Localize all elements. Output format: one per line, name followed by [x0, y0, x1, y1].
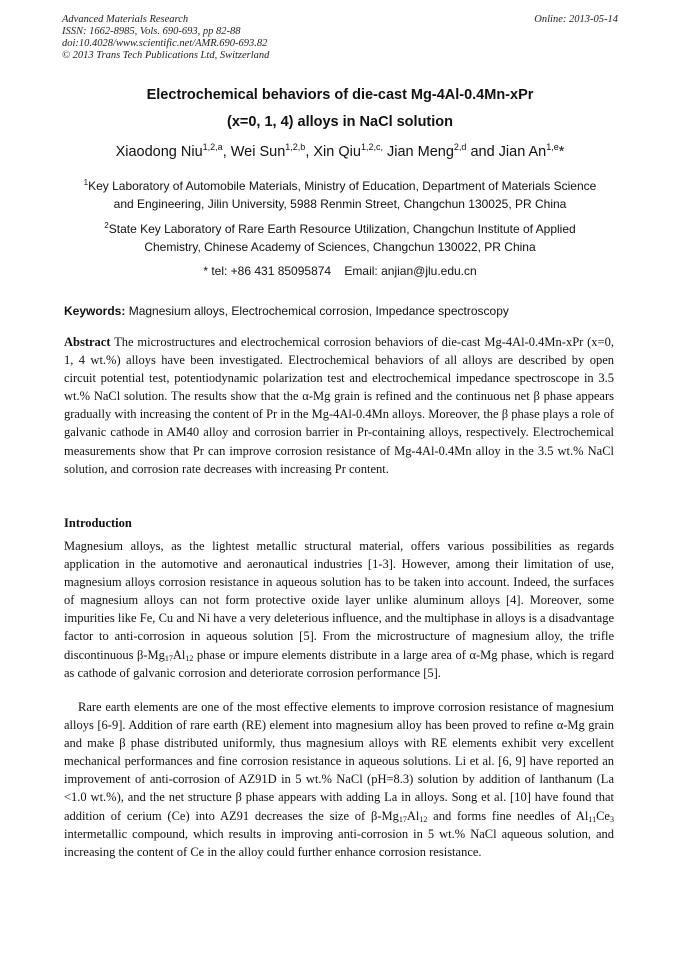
- author-affil-sup: 1,2,a: [202, 142, 223, 152]
- author-name: Xin Qiu: [313, 144, 361, 160]
- paper-title: [62, 82, 618, 136]
- subscript: 17: [164, 653, 173, 663]
- affiliation-line: State Key Laboratory of Rare Earth Resource Utilization, Changchun Institute of Applied: [108, 222, 576, 236]
- intro-paragraph-1: [64, 537, 614, 682]
- author-name: Jian An: [498, 144, 547, 160]
- author-list: [62, 142, 618, 162]
- keywords-label: Keywords:: [64, 304, 126, 318]
- subscript: 11: [588, 814, 597, 824]
- affiliation-2: [62, 220, 618, 256]
- section-heading-introduction: Introduction: [64, 516, 132, 530]
- author-affil-sup: 1,2,b: [285, 142, 306, 152]
- online-date: Online: 2013-05-14: [534, 14, 618, 25]
- abstract-label: Abstract: [64, 335, 111, 349]
- title-line-1: Electrochemical behaviors of die-cast Mg-4Al-0.4Mn-xPr: [146, 87, 534, 103]
- paragraph-text: Al: [406, 808, 420, 823]
- affiliation-line: Chemistry, Chinese Academy of Sciences, Changchun 130022, PR China: [144, 240, 536, 254]
- author-sep: ,: [305, 144, 314, 160]
- author-affil-sup: 2,d: [453, 142, 467, 152]
- journal-doi: doi:10.4028/www.scientific.net/AMR.690-693.82: [62, 38, 268, 49]
- paragraph-text: Al: [172, 647, 186, 662]
- paragraph-text: Ce: [596, 808, 610, 823]
- affiliation-line: and Engineering, Jilin University, 5988 Renmin Street, Changchun 130025, PR China: [113, 197, 567, 211]
- author-sep: and: [466, 144, 499, 160]
- affiliation-1: [62, 177, 618, 213]
- keywords: [64, 302, 620, 320]
- author-name: Jian Meng: [387, 144, 454, 160]
- affiliation-line: Key Laboratory of Automobile Materials, Ministry of Education, Department of Materials Science: [88, 179, 597, 193]
- affiliation-sup: 2: [104, 221, 109, 230]
- keywords-text: Magnesium alloys, Electrochemical corrosion, Impedance spectroscopy: [125, 304, 509, 318]
- journal-issn: ISSN: 1662-8985, Vols. 690-693, pp 82-88: [62, 26, 241, 37]
- paragraph-text: and forms fine needles of Al: [427, 808, 589, 823]
- author-affil-sup: 1,e: [546, 142, 559, 152]
- title-line-2: (x=0, 1, 4) alloys in NaCl solution: [226, 114, 454, 130]
- affiliation-sup: 1: [83, 178, 89, 187]
- author-affil-sup: 1,2,c,: [360, 142, 383, 152]
- subscript: 3: [609, 814, 614, 824]
- author-sep: ,: [222, 144, 231, 160]
- corresponding-author-mark: *: [558, 144, 565, 160]
- subscript: 17: [398, 814, 407, 824]
- contact-info: * tel: +86 431 85095874 Email: anjian@jlu.edu.cn: [203, 264, 477, 278]
- paragraph-text: Rare earth elements are one of the most effective elements to improve corrosion resistance of magnesium alloys [6-9]. Addition of rare earth (RE) element into magnesium alloy has been proved to refine α-Mg grain and make β phase distributed uniformly, thus magnesium alloys with RE elements exhibit very excellent mechanical performances and fine corrosion resistance in aqueous solutions. Li et al. [6, 9] have reported an improvement of anti-corrosion of AZ91D in 5 wt.% NaCl (pH=8.3) solution by addition of lanthanum (La <1.0 wt.%), and the net structure β phase appears with adding La in alloys. Song et al. [10] have found that addition of cerium (Ce) into AZ91 decreases the size of β-Mg: [64, 700, 614, 823]
- subscript: 12: [419, 814, 428, 824]
- subscript: 12: [185, 653, 194, 663]
- journal-copyright: © 2013 Trans Tech Publications Ltd, Switzerland: [62, 50, 270, 61]
- paragraph-text: phase or impure elements distribute in a large area of α-Mg phase, which is regard as cathode of galvanic corrosion and deteriorate corrosion performance [5].: [64, 647, 614, 680]
- paragraph-text: intermetallic compound, which results in improving anti-corrosion in 5 wt.% NaCl aqueous solution, and increasing the content of Ce in the alloy could further enhance corrosion resistance.: [64, 826, 614, 859]
- intro-paragraph-2: [64, 698, 614, 861]
- journal-name: Advanced Materials Research: [62, 14, 189, 25]
- journal-header: [62, 14, 618, 62]
- author-name: Xiaodong Niu: [115, 144, 203, 160]
- paragraph-text: Magnesium alloys, as the lightest metallic structural material, offers various possibilities as regards application in the automotive and aeronautical industries [1-3]. However, among their limitation of use, magnesium alloys corrosion resistance in aqueous solution has to be taken into account. Indeed, the surfaces of magnesium alloys can not form protective oxide layer unlike aluminum alloys [4]. Moreover, some impurities like Fe, Cu and Ni have a very deleterious influence, and the multiphase in alloys is a disadvantage factor to anti-corrosion in aqueous solution [5]. From the microstructure of magnesium alloy, the trifle discontinuous β-Mg: [64, 539, 614, 662]
- author-name: Wei Sun: [230, 144, 286, 160]
- abstract-text: The microstructures and electrochemical corrosion behaviors of die-cast Mg-4Al-0.4Mn-xPr (x=0, 1, 4 wt.%) alloys have been investigated. Electrochemical behaviors of all alloys are described by open circuit potential test, potentiodynamic polarization test and electrochemical impedance spectroscope in 3.5 wt.% NaCl solution. The results show that the α-Mg grain is refined and the continuous net β phase appears gradually with increasing the content of Pr in the Mg-4Al-0.4Mn alloys. Moreover, the β phase plays a role of galvanic cathode in AM40 alloy and corrosion barrier in Pr-containing alloys, respectively. Electrochemical measurements show that Pr can improve corrosion resistance of Mg-4Al-0.4Mn alloy in the 3.5 wt.% NaCl solution, and corrosion rate decreases with increasing Pr content.: [64, 335, 614, 476]
- abstract: [64, 333, 614, 478]
